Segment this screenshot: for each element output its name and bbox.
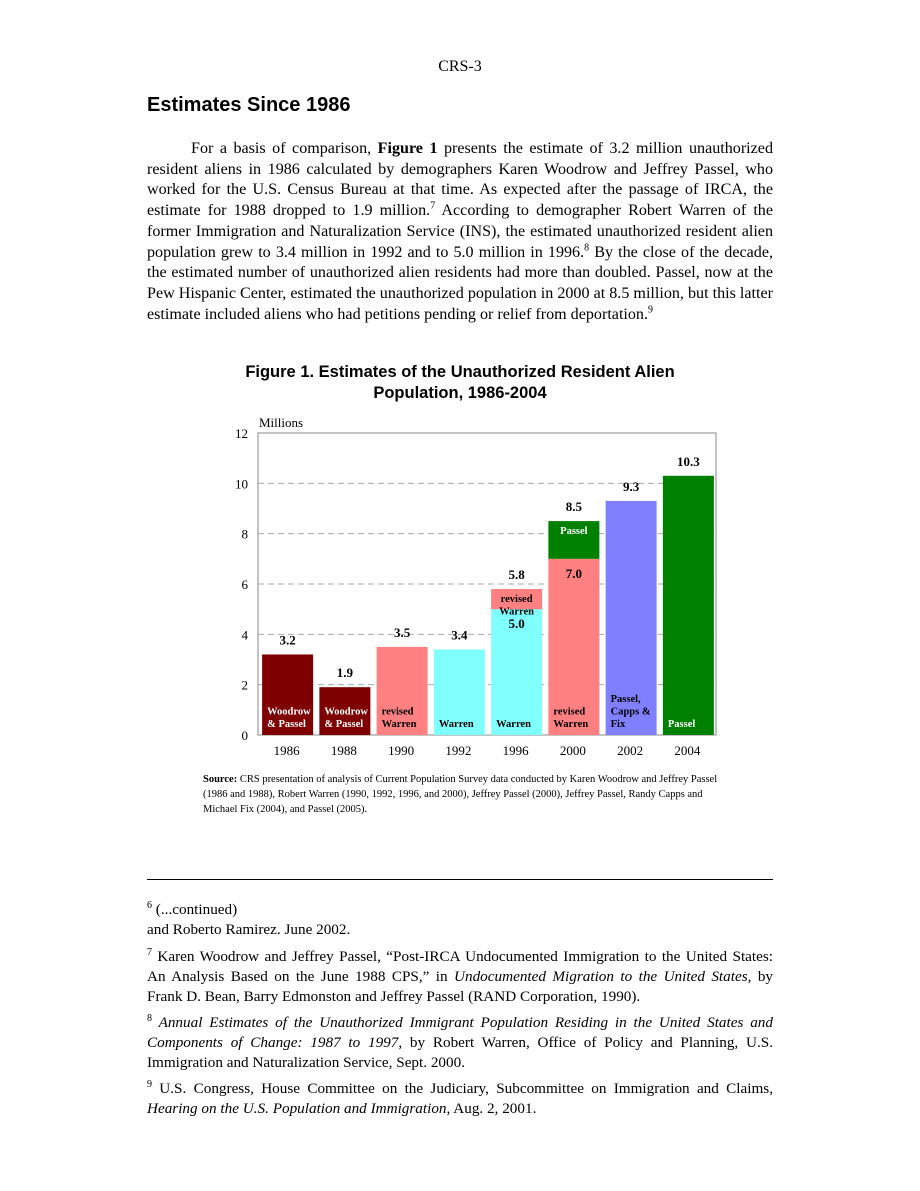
footnote-separator — [147, 879, 773, 880]
footnote-9-text-b: , Aug. 2, 2001. — [446, 1100, 537, 1117]
para-text-4: By the close of the decade, the estimated number of unauthorized alien residents had more than doubled. Passel, now at the Pew Hispanic Center, estimated the unauthorized population in 2000 at 8.5 million, but this latter estimate included aliens who had petitions pending or relief from deportation. — [147, 243, 773, 323]
footnote-8-number: 8 — [147, 1012, 152, 1024]
bar-segment-label: & Passel — [267, 719, 306, 730]
y-tick-label: 4 — [241, 627, 248, 643]
bar-segment-label: Woodrow — [324, 706, 368, 718]
footnote-7-text-b: , by Frank D. Bean, Barry Edmonston and Jeffrey Passel (RAND Corporation, 1990). — [147, 968, 774, 1005]
para-text-2: presents the estimate of 3.2 million unauthorized resident aliens in 1986 calculated by demographers Karen Woodrow and Jeffrey Passel, who worked for the U.S. Census Bureau at that time. As expected after the passage of IRCA, the estimate for 1988 dropped to 1.9 million. — [147, 140, 773, 220]
bar-value-label: 7.0 — [565, 565, 582, 581]
bar-total-label: 3.4 — [451, 627, 468, 643]
para-text-1: For a basis of comparison, — [191, 140, 378, 157]
bar-segment-label: Fix — [610, 719, 626, 730]
bar-total-label: 8.5 — [565, 499, 582, 515]
y-tick-label: 6 — [241, 577, 248, 592]
footnote-7-number: 7 — [147, 946, 152, 958]
x-tick-label: 1992 — [445, 743, 472, 758]
x-tick-label: 2004 — [674, 743, 701, 758]
bar-segment-label: Warren — [381, 719, 417, 730]
footnote-7-title: Undocumented Migration to the United States — [454, 968, 748, 985]
bar-segment-label: revised — [500, 594, 533, 606]
bar-segment-label: Woodrow — [267, 706, 311, 718]
bar-segment-label: Passel — [560, 526, 588, 538]
x-tick-label: 1990 — [388, 743, 415, 758]
footnote-7-text-a: Karen Woodrow and Jeffrey Passel, “Post-IRCA Undocumented Immigration to the United States: An Analysis Based on the June 1988 CPS,” in — [147, 948, 773, 985]
bar-segment-label: Warren — [496, 719, 531, 730]
x-tick-label: 1986 — [273, 743, 300, 758]
footnote-6-line1: (...continued) — [152, 901, 238, 918]
bar-segment-label: Capps & — [610, 706, 651, 718]
x-tick-label: 2002 — [617, 743, 644, 758]
footnote-ref-9[interactable]: 9 — [648, 304, 654, 316]
bar-total-label: 9.3 — [623, 478, 640, 494]
y-tick-label: 2 — [241, 677, 248, 693]
source-label: Source: — [203, 774, 238, 785]
source-note — [203, 772, 723, 817]
footnote-8 — [147, 1013, 773, 1073]
footnote-ref-8[interactable]: 8 — [584, 242, 590, 254]
figure-reference: Figure 1 — [377, 140, 438, 157]
bar-segment-label: Warren — [499, 606, 535, 618]
x-tick-label: 2000 — [559, 743, 586, 758]
x-tick-label: 1996 — [502, 743, 529, 758]
para-text-3: According to demographer Robert Warren of the former Immigration and Naturalization Service (INS), the estimated unauthorized resident alien population grew to 3.4 million in 1992 and to 5.0 million in 1996. — [147, 202, 773, 261]
section-title: Estimates Since 1986 — [147, 94, 351, 116]
source-text: CRS presentation of analysis of Current Population Survey data conducted by Karen Woodrow and Jeffrey Passel (1986 and 1988), Robert Warren (1990, 1992, 1996, and 2000), Jeffrey Passel (2000), Jeffrey Passel, Randy Capps and Michael Fix (2004), and Passel (2005). — [203, 774, 718, 815]
bar-total-label: 10.3 — [677, 453, 700, 469]
y-tick-label: 0 — [241, 728, 248, 743]
bar-segment-label: revised — [553, 706, 586, 718]
bar-segment-label: revised — [381, 706, 414, 718]
figure-title-line-1: Figure 1. Estimates of the Unauthorized Resident Alien — [245, 363, 675, 381]
bar-total-label: 3.2 — [279, 632, 296, 648]
bar-total-label: 1.9 — [336, 665, 353, 681]
footnote-ref-7[interactable]: 7 — [430, 200, 436, 212]
bar-segment-label: Warren — [553, 719, 589, 730]
footnote-7 — [147, 947, 773, 1007]
footnote-9-number: 9 — [147, 1078, 152, 1090]
y-tick-label: 8 — [241, 526, 248, 542]
footnote-6-line2: and Roberto Ramirez. June 2002. — [147, 921, 351, 938]
bar-segment-label: Passel — [667, 719, 696, 730]
bar-segment — [663, 476, 714, 735]
x-tick-label: 1988 — [330, 743, 357, 758]
bar-total-label: 5.8 — [508, 567, 525, 583]
footnote-9 — [147, 1079, 773, 1119]
footnote-9-title: Hearing on the U.S. Population and Immigration — [147, 1100, 447, 1117]
footnote-9-text-a: U.S. Congress, House Committee on the Judiciary, Subcommittee on Immigration and Claims, — [152, 1080, 773, 1097]
footnote-8-title: Annual Estimates of the Unauthorized Immigrant Population Residing in the United States and Components of Change: 1987 to 1997 — [147, 1014, 773, 1051]
bar-value-label: 5.0 — [508, 616, 525, 632]
footnote-8-text: , by Robert Warren, Office of Policy and Planning, U.S. Immigration and Naturalization Service, Sept. 2000. — [147, 1034, 773, 1071]
figure-title-line-2: Population, 1986-2004 — [373, 384, 547, 402]
y-tick-label: 12 — [235, 426, 248, 441]
bar-segment-label: & Passel — [324, 719, 364, 730]
y-tick-label: 10 — [235, 476, 248, 492]
footnote-6 — [147, 900, 773, 940]
y-axis-label: Millions — [259, 415, 304, 430]
footnote-6-number: 6 — [147, 899, 152, 911]
bar-total-label: 3.5 — [394, 624, 411, 640]
page-header: CRS-3 — [438, 58, 482, 75]
bar-segment-label: Passel, — [610, 694, 641, 705]
bar-segment-label: Warren — [438, 719, 474, 730]
